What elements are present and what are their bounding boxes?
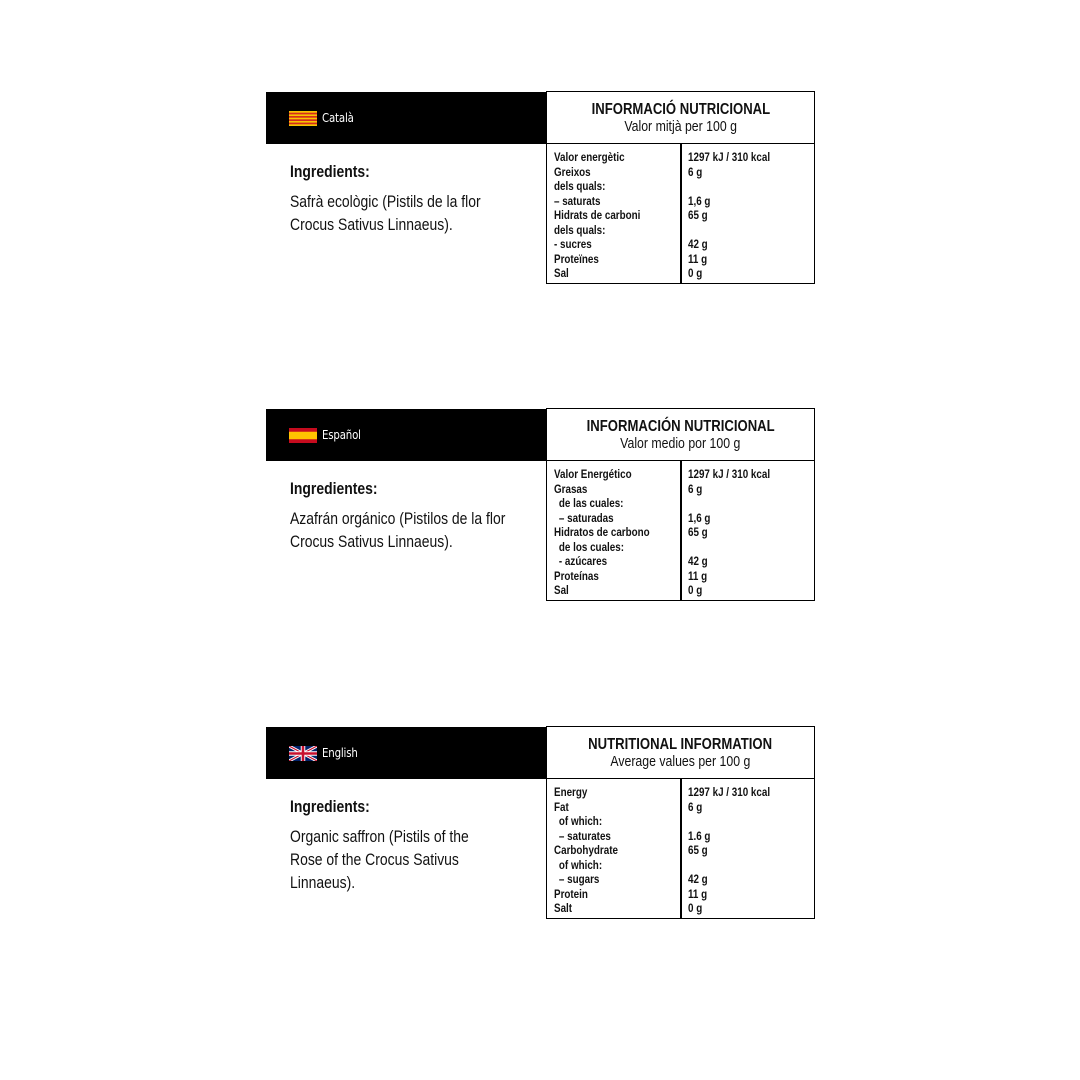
nutrition-body (547, 779, 814, 918)
nutrient-label: - sucres (554, 237, 592, 251)
nutrient-values (688, 785, 848, 916)
language-bar (266, 92, 547, 144)
ingredients (290, 480, 520, 553)
nutrient-label: de los cuales: (558, 539, 625, 554)
nutrient-value (688, 540, 819, 555)
nutrient-label: Sal (554, 583, 569, 597)
nutrient-values (688, 150, 848, 281)
nutrient-label: – sugars (558, 872, 600, 886)
ingredients-text: Organic saffron (Pistils of the Rose of the Crocus Sativus Linnaeus). (290, 827, 469, 892)
language-bar (266, 409, 547, 461)
nutrition-body (547, 144, 814, 283)
nutrient-label: Energy (554, 785, 588, 799)
ingredients-title: Ingredients: (290, 162, 370, 181)
language-bar (266, 727, 547, 779)
nutrient-label: Grasas (554, 481, 588, 496)
ingredients-text: Safrà ecològic (Pistils de la flor Crocus Sativus Linnaeus). (290, 192, 481, 234)
nutrient-value (688, 223, 819, 238)
nutrient-value: 1297 kJ / 310 kcal (688, 150, 771, 164)
nutrition-header (547, 727, 814, 779)
nutrient-label: of which: (558, 814, 603, 828)
nutrition-table (546, 726, 815, 919)
nutrient-value: 1,6 g (688, 510, 711, 525)
language-name: Català (322, 111, 354, 125)
nutrient-value: 0 g (688, 901, 703, 915)
nutrient-value: 6 g (688, 799, 703, 814)
nutrient-value: 42 g (688, 554, 708, 568)
nutrient-label: – saturadas (558, 510, 614, 525)
nutrient-label: Proteïnes (554, 251, 599, 266)
spanish-flag-icon (289, 428, 317, 443)
nutrient-label: Salt (554, 901, 573, 915)
nutrition-subtitle: Valor medio por 100 g (620, 434, 741, 452)
catalan-flag-icon (289, 111, 317, 126)
nutrition-title: INFORMACIÓ NUTRICIONAL (591, 100, 770, 118)
nutrition-table (546, 91, 815, 284)
ingredients-text: Azafrán orgánico (Pistilos de la flor Crocus Sativus Linnaeus). (290, 509, 506, 551)
nutrient-value: 11 g (688, 886, 708, 901)
language-name: English (322, 746, 358, 760)
nutrient-label: dels quals: (554, 179, 606, 193)
panel-english (266, 726, 815, 919)
nutrient-value: 1,6 g (688, 193, 711, 208)
ingredients-title: Ingredientes: (290, 479, 378, 498)
uk-flag-icon (289, 746, 317, 761)
nutrition-table (546, 408, 815, 601)
nutrient-value: 6 g (688, 481, 703, 496)
nutrition-title: NUTRITIONAL INFORMATION (588, 735, 773, 753)
nutrition-subtitle: Average values per 100 g (610, 752, 751, 770)
nutrient-value: 1.6 g (688, 828, 711, 843)
nutrient-value: 65 g (688, 208, 708, 222)
nutrition-header (547, 92, 814, 144)
nutrient-label: Carbohydrate (554, 843, 618, 857)
nutrition-title: INFORMACIÓN NUTRICIONAL (586, 417, 775, 435)
nutrient-label: Sal (554, 266, 569, 280)
ingredients (290, 798, 520, 894)
nutrient-label: Hidrats de carboni (554, 208, 641, 222)
nutrient-value: 11 g (688, 251, 708, 266)
language-name: Español (322, 428, 361, 442)
nutrient-value (688, 496, 819, 511)
nutrient-value: 0 g (688, 583, 703, 597)
nutrient-label: Protein (554, 886, 588, 901)
nutrient-value: 11 g (688, 568, 708, 583)
nutrition-body (547, 461, 814, 600)
panel-catalan (266, 91, 815, 284)
nutrient-value (688, 858, 819, 873)
nutrient-label: Valor energètic (554, 150, 625, 164)
nutrient-value: 6 g (688, 164, 703, 179)
nutrient-label: Fat (554, 799, 569, 814)
nutrient-label: of which: (558, 857, 603, 872)
nutrition-header (547, 409, 814, 461)
nutrient-value: 65 g (688, 843, 708, 857)
nutrient-label: - azúcares (558, 554, 608, 568)
nutrient-label: dels quals: (554, 222, 606, 237)
nutrient-label: – saturates (558, 828, 611, 843)
nutrition-subtitle: Valor mitjà per 100 g (624, 117, 737, 135)
nutrient-label: de las cuales: (558, 496, 624, 510)
nutrient-label: – saturats (554, 193, 601, 208)
nutrient-value: 42 g (688, 237, 708, 251)
nutrient-value (688, 814, 819, 829)
nutrient-value: 1297 kJ / 310 kcal (688, 467, 771, 481)
nutrient-label: Proteínas (554, 568, 599, 583)
nutrient-label: Greixos (554, 164, 591, 179)
panel-spanish (266, 408, 815, 601)
nutrient-value: 1297 kJ / 310 kcal (688, 785, 771, 799)
nutrient-value: 42 g (688, 872, 708, 886)
nutrient-values (688, 467, 848, 598)
nutrient-value (688, 179, 819, 194)
nutrient-label: Hidratos de carbono (554, 525, 650, 539)
nutrient-label: Valor Energético (554, 467, 632, 481)
ingredients-title: Ingredients: (290, 797, 370, 816)
nutrient-value: 0 g (688, 266, 703, 280)
nutrient-value: 65 g (688, 525, 708, 539)
ingredients (290, 163, 520, 236)
